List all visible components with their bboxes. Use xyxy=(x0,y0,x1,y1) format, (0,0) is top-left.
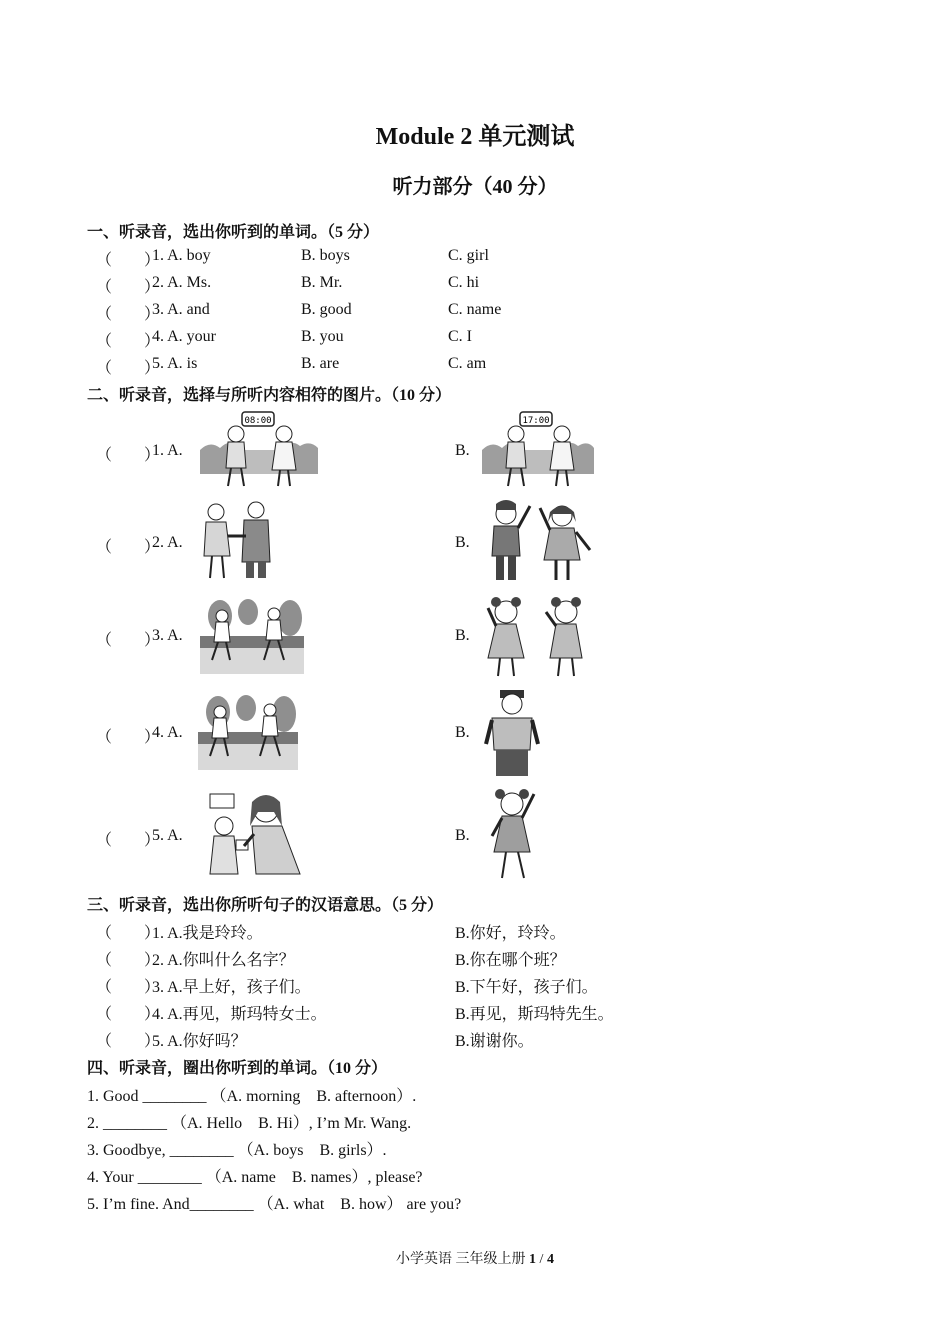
option-a: 4. A. your xyxy=(152,328,216,345)
s3-item-5 xyxy=(96,1028,876,1050)
option-b: B.你好，玲玲。 xyxy=(455,925,566,942)
option-a: 3. A. and xyxy=(152,301,210,318)
option-b-label: B. xyxy=(455,627,470,644)
s1-item-3 xyxy=(96,301,876,323)
s3-item-4 xyxy=(96,1001,876,1023)
option-a: 4. A.再见，斯玛特女士。 xyxy=(152,1006,327,1023)
section3-heading: 三、听录音，选出你所听句子的汉语意思。（5 分） xyxy=(87,897,444,914)
option-a-label: 3. A. xyxy=(152,627,183,644)
picture-afternoon-greeting[interactable] xyxy=(482,410,594,488)
option-b: B. good xyxy=(301,301,352,318)
picture-girls-waving[interactable] xyxy=(482,594,594,678)
answer-blank[interactable]: （ ） xyxy=(96,360,161,377)
clock-time-a: 08:00 xyxy=(244,416,272,426)
s4-line-1[interactable]: 1. Good ________ （A. morning B. afternoon）. xyxy=(87,1088,417,1105)
answer-blank[interactable]: （ ） xyxy=(96,539,161,556)
option-a: 3. A.早上好，孩子们。 xyxy=(152,979,311,996)
option-b-label: B. xyxy=(455,534,470,551)
option-b: B. boys xyxy=(301,247,350,264)
page-total: 4 xyxy=(546,1252,554,1267)
option-c: C. girl xyxy=(448,247,489,264)
picture-kids-waving[interactable] xyxy=(486,500,598,582)
option-a: 1. A. boy xyxy=(152,247,211,264)
option-c: C. I xyxy=(448,328,472,345)
picture-boys-park[interactable] xyxy=(200,598,304,674)
s1-item-2 xyxy=(96,274,876,296)
option-a: 5. A.你好吗？ xyxy=(152,1033,247,1050)
option-b: B.谢谢你。 xyxy=(455,1033,534,1050)
page-number: 1 xyxy=(529,1252,537,1267)
picture-boys-park-2[interactable] xyxy=(198,694,298,770)
section2-heading: 二、听录音，选择与所听内容相符的图片。（10 分） xyxy=(87,387,452,404)
option-b: B. Mr. xyxy=(301,274,343,291)
option-b: B. you xyxy=(301,328,344,345)
answer-blank[interactable]: （ ） xyxy=(96,279,161,296)
option-b: B.你在哪个班？ xyxy=(455,952,566,969)
s4-line-2[interactable]: 2. ________ （A. Hello B. Hi）, I’m Mr. Wang. xyxy=(87,1115,412,1132)
s1-item-1 xyxy=(96,247,876,269)
page-footer xyxy=(0,1248,950,1268)
answer-blank[interactable]: （ ） xyxy=(96,1006,161,1023)
section4-heading: 四、听录音，圈出你听到的单词。（10 分） xyxy=(87,1060,388,1077)
answer-blank[interactable]: （ ） xyxy=(96,447,161,464)
s1-item-4 xyxy=(96,328,876,350)
s3-item-1 xyxy=(96,920,876,942)
s1-item-5 xyxy=(96,355,876,377)
page-subtitle: 听力部分（40 分） xyxy=(392,176,558,198)
option-c: C. hi xyxy=(448,274,480,291)
answer-blank[interactable]: （ ） xyxy=(96,1033,161,1050)
option-a-label: 4. A. xyxy=(152,724,183,741)
answer-blank[interactable]: （ ） xyxy=(96,729,161,746)
footer-text: 小学英语 三年级上册 xyxy=(396,1252,526,1267)
page-title: Module 2 单元测试 xyxy=(375,124,575,150)
answer-blank[interactable]: （ ） xyxy=(96,832,161,849)
option-b-label: B. xyxy=(455,827,470,844)
answer-blank[interactable]: （ ） xyxy=(96,979,161,996)
page-separator: / xyxy=(536,1252,547,1267)
option-a-label: 2. A. xyxy=(152,534,183,551)
option-a: 2. A.你叫什么名字？ xyxy=(152,952,295,969)
s4-line-4[interactable]: 4. Your ________ （A. name B. names）, please? xyxy=(87,1169,423,1186)
option-a: 2. A. Ms. xyxy=(152,274,212,291)
s4-line-5[interactable]: 5. I’m fine. And________ （A. what B. how） are you? xyxy=(87,1196,462,1213)
picture-handshake[interactable] xyxy=(200,500,276,580)
picture-girl-and-mother[interactable] xyxy=(202,790,302,876)
option-c: C. am xyxy=(448,355,487,372)
option-a-label: 1. A. xyxy=(152,442,183,459)
s3-item-3 xyxy=(96,974,876,996)
answer-blank[interactable]: （ ） xyxy=(96,333,161,350)
picture-man[interactable] xyxy=(482,688,542,778)
option-b: B.下午好，孩子们。 xyxy=(455,979,598,996)
section1-heading: 一、听录音，选出你听到的单词。（5 分） xyxy=(87,224,380,241)
answer-blank[interactable]: （ ） xyxy=(96,925,161,942)
option-a: 1. A.我是玲玲。 xyxy=(152,925,263,942)
picture-morning-greeting[interactable] xyxy=(200,410,318,488)
answer-blank[interactable]: （ ） xyxy=(96,252,161,269)
option-a-label: 5. A. xyxy=(152,827,183,844)
option-b-label: B. xyxy=(455,724,470,741)
option-c: C. name xyxy=(448,301,502,318)
option-b: B. are xyxy=(301,355,340,372)
option-b-label: B. xyxy=(455,442,470,459)
s3-item-2 xyxy=(96,947,876,969)
option-b: B.再见，斯玛特先生。 xyxy=(455,1006,614,1023)
answer-blank[interactable]: （ ） xyxy=(96,306,161,323)
picture-girl-waving[interactable] xyxy=(484,786,540,882)
answer-blank[interactable]: （ ） xyxy=(96,632,161,649)
clock-time-b: 17:00 xyxy=(522,416,550,426)
s4-line-3[interactable]: 3. Goodbye, ________ （A. boys B. girls）. xyxy=(87,1142,387,1159)
option-a: 5. A. is xyxy=(152,355,198,372)
answer-blank[interactable]: （ ） xyxy=(96,952,161,969)
